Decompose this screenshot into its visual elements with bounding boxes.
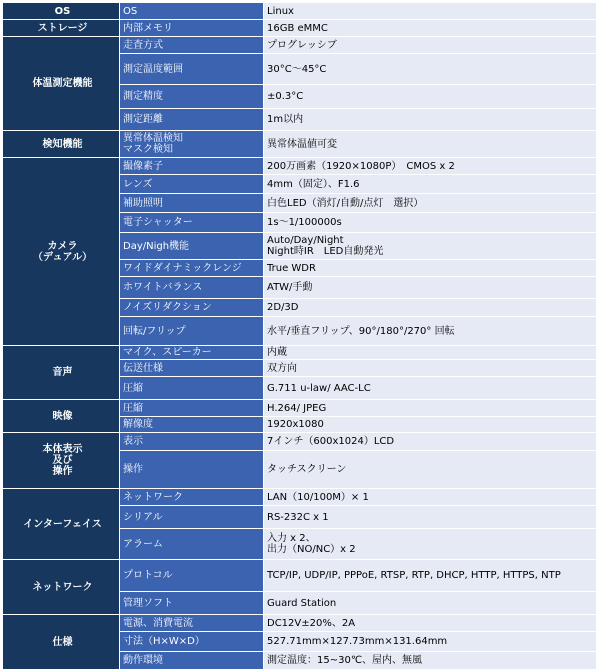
item-label: 回転/フリップ xyxy=(120,317,264,346)
item-label: アラーム xyxy=(120,529,264,560)
item-value: 200万画素（1920×1080P） CMOS x 2 xyxy=(264,158,597,175)
item-value: RS-232C x 1 xyxy=(264,506,597,529)
item-label: 表示 xyxy=(120,433,264,451)
table-row xyxy=(3,615,597,632)
item-value: 16GB eMMC xyxy=(264,20,597,37)
item-value xyxy=(264,529,597,560)
item-value-line: Night時IR LED自動発光 xyxy=(267,246,384,257)
item-value-line: 入力 x 2、 xyxy=(267,533,316,544)
item-value: LAN（10/100M）× 1 xyxy=(264,489,597,506)
item-value: 4mm（固定）、F1.6 xyxy=(264,175,597,194)
item-label: シリアル xyxy=(120,506,264,529)
table-row xyxy=(3,131,597,158)
item-label: 管理ソフト xyxy=(120,592,264,615)
item-value: 30°C～45°C xyxy=(264,54,597,85)
item-value: H.264/ JPEG xyxy=(264,400,597,417)
item-label: ホワイトバランス xyxy=(120,277,264,299)
item-value: 2D/3D xyxy=(264,299,597,317)
category-detection: 検知機能 xyxy=(3,131,120,158)
category-video: 映像 xyxy=(3,400,120,433)
category-specifications: 仕様 xyxy=(3,615,120,670)
category-os: OS xyxy=(3,3,120,20)
item-label: 測定距離 xyxy=(120,109,264,131)
item-label: 圧縮 xyxy=(120,400,264,417)
category-line: 操作 xyxy=(52,466,73,477)
item-value: 測定温度：15~30℃、屋内、無風 xyxy=(264,652,597,670)
category-audio: 音声 xyxy=(3,346,120,400)
category-line: 及び xyxy=(52,455,73,466)
item-value-line: Auto/Day/Night xyxy=(267,235,344,246)
item-label: 伝送仕様 xyxy=(120,360,264,377)
item-value: ATW/手動 xyxy=(264,277,597,299)
item-value: 双方向 xyxy=(264,360,597,377)
item-value xyxy=(264,233,597,260)
category-line: （デュアル） xyxy=(32,251,93,263)
category-interface: インターフェイス xyxy=(3,489,120,560)
item-label: 寸法（H×W×D） xyxy=(120,632,264,652)
table-row xyxy=(3,400,597,417)
item-value: 1m以内 xyxy=(264,109,597,131)
table-row xyxy=(3,489,597,506)
item-value: TCP/IP, UDP/IP, PPPoE, RTSP, RTP, DHCP, HTTP, HTTPS, NTP xyxy=(264,560,597,592)
item-value-line: 出力（NO/NC）x 2 xyxy=(267,544,356,555)
item-label: ノイズリダクション xyxy=(120,299,264,317)
table-row xyxy=(3,20,597,37)
item-value: 1s～1/100000s xyxy=(264,213,597,233)
item-value: プログレッシブ xyxy=(264,37,597,54)
table-row xyxy=(3,346,597,360)
item-label: 圧縮 xyxy=(120,377,264,400)
item-label: 測定温度範囲 xyxy=(120,54,264,85)
item-value: タッチスクリーン xyxy=(264,451,597,489)
item-label-line: 異常体温検知 xyxy=(123,133,183,144)
item-value: 内蔵 xyxy=(264,346,597,360)
item-label: 電源、消費電流 xyxy=(120,615,264,632)
item-value: 異常体温値可変 xyxy=(264,131,597,158)
item-value: ±0.3°C xyxy=(264,85,597,109)
category-temperature: 体温測定機能 xyxy=(3,37,120,131)
item-label: 解像度 xyxy=(120,417,264,433)
item-value: True WDR xyxy=(264,260,597,277)
table-row xyxy=(3,560,597,592)
item-label: ネットワーク xyxy=(120,489,264,506)
item-label: 操作 xyxy=(120,451,264,489)
item-label-line: マスク検知 xyxy=(123,144,173,155)
item-label: 撮像素子 xyxy=(120,158,264,175)
table-row xyxy=(3,158,597,175)
item-label: 電子シャッター xyxy=(120,213,264,233)
item-label: マイク、スピーカー xyxy=(120,346,264,360)
item-label: レンズ xyxy=(120,175,264,194)
spec-table xyxy=(2,2,597,670)
category-line: カメラ xyxy=(47,240,78,252)
category-display-operation xyxy=(3,433,120,489)
category-storage: ストレージ xyxy=(3,20,120,37)
item-value: G.711 u-law/ AAC-LC xyxy=(264,377,597,400)
item-label: プロトコル xyxy=(120,560,264,592)
category-camera xyxy=(3,158,120,346)
item-value: Guard Station xyxy=(264,592,597,615)
item-label xyxy=(120,131,264,158)
item-value: 水平/垂直フリップ、90°/180°/270° 回転 xyxy=(264,317,597,346)
table-row xyxy=(3,3,597,20)
item-label: 内部メモリ xyxy=(120,20,264,37)
item-value: 白色LED（消灯/自動/点灯 選択） xyxy=(264,194,597,213)
item-value: DC12V±20%、2A xyxy=(264,615,597,632)
item-value: 1920x1080 xyxy=(264,417,597,433)
item-label: OS xyxy=(120,3,264,20)
table-row xyxy=(3,433,597,451)
item-label: 走査方式 xyxy=(120,37,264,54)
item-label: Day/Nigh機能 xyxy=(120,233,264,260)
table-row xyxy=(3,37,597,54)
item-value: 527.71mm×127.73mm×131.64mm xyxy=(264,632,597,652)
item-label: 測定精度 xyxy=(120,85,264,109)
item-label: 補助照明 xyxy=(120,194,264,213)
item-value: 7インチ（600x1024）LCD xyxy=(264,433,597,451)
category-line: 本体表示 xyxy=(42,444,83,455)
category-network: ネットワーク xyxy=(3,560,120,615)
item-label: 動作環境 xyxy=(120,652,264,670)
item-value: Linux xyxy=(264,3,597,20)
item-label: ワイドダイナミックレンジ xyxy=(120,260,264,277)
